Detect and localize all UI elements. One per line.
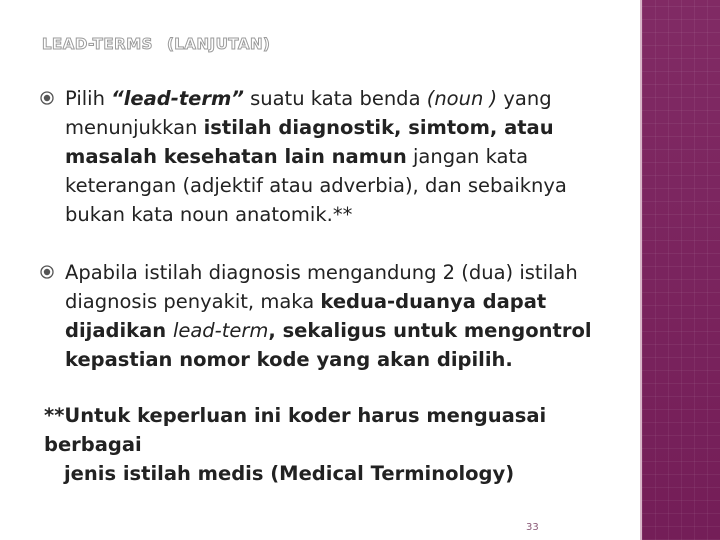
bullet2-lead-term: lead-term <box>172 319 269 342</box>
bullet1-noun: (noun ) <box>426 87 498 110</box>
bullet1-seg4: yang menunjukkan <box>65 87 552 139</box>
radio-bullet-icon <box>40 265 54 279</box>
bullet1-seg2: suatu kata benda <box>243 87 427 110</box>
title-part-lead-terms: LEAD-TERMS <box>42 35 153 53</box>
bullet1-lead-term: “lead-term” <box>111 87 244 110</box>
bullet2-seg0: Apabila istilah diagnosis mengandung 2 (dua) istilah diagnosis penyakit, maka <box>65 261 578 313</box>
footnote <box>44 401 644 488</box>
bullet1-emphasis: istilah diagnostik, simtom, atau masalah kesehatan lain namun <box>65 116 554 168</box>
bullet1-seg0: Pilih <box>65 87 112 110</box>
slide-title <box>42 35 270 53</box>
bullet-text-2 <box>65 258 630 374</box>
bullet-text-1 <box>65 84 630 229</box>
bullet1-seg6: jangan kata keterangan (adjektif atau adverbia), dan sebaiknya bukan kata noun anatomik.** <box>65 145 567 226</box>
side-decorative-band <box>642 0 720 540</box>
footnote-line-1: **Untuk keperluan ini koder harus menguasai berbagai <box>44 404 547 456</box>
bullet2-seg1: kedua-duanya dapat dijadikan <box>65 290 547 342</box>
bullet-item-2 <box>40 258 630 374</box>
bullet2-seg3: , sekaligus untuk mengontrol kepastian nomor kode yang akan dipilih. <box>65 319 592 371</box>
bullet-item-1 <box>40 84 630 229</box>
title-part-lanjutan: (LANJUTAN) <box>166 35 271 53</box>
radio-bullet-icon <box>40 91 54 105</box>
page-number: 33 <box>526 522 539 533</box>
footnote-line-2: jenis istilah medis (Medical Terminology) <box>64 462 515 485</box>
